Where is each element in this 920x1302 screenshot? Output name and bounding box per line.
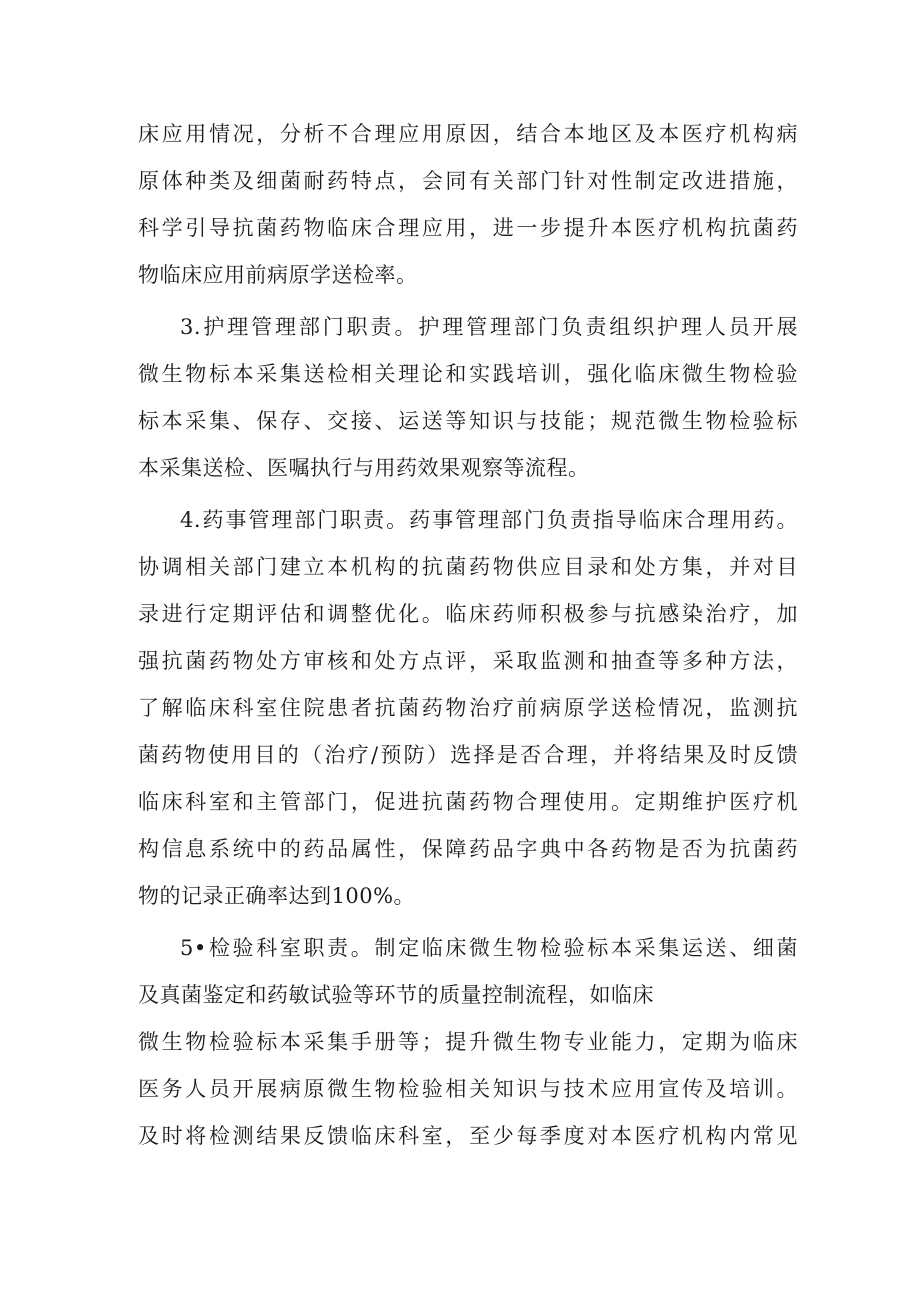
paragraph-heading-laboratory: 5•检验科室职责。制定临床微生物检验标本采集运送、细菌 <box>180 936 798 960</box>
text-line: 及真菌鉴定和药敏试验等环节的质量控制流程，如临床 <box>138 983 654 1007</box>
text-line: 微生物检验标本采集手册等；提升微生物专业能力，定期为临床 <box>138 1030 798 1054</box>
text-line: 床应用情况，分析不合理应用原因，结合本地区及本医疗机构病 <box>138 122 798 146</box>
text-line: 物的记录正确率达到100%。 <box>138 884 416 908</box>
text-line: 科学引导抗菌药物临床合理应用，进一步提升本医疗机构抗菌药 <box>138 216 798 240</box>
text-line: 构信息系统中的药品属性，保障药品字典中各药物是否为抗菌药 <box>138 837 798 861</box>
text-line: 录进行定期评估和调整优化。临床药师积极参与抗感染治疗，加 <box>138 602 798 626</box>
text-line: 及时将检测结果反馈临床科室，至少每季度对本医疗机构内常见 <box>138 1124 798 1148</box>
text-line: 协调相关部门建立本机构的抗菌药物供应目录和处方集，并对目 <box>138 555 798 579</box>
text-line: 临床科室和主管部门，促进抗菌药物合理使用。定期维护医疗机 <box>138 790 798 814</box>
text-line: 本采集送检、医嘱执行与用药效果观察等流程。 <box>138 456 590 480</box>
text-line: 标本采集、保存、交接、运送等知识与技能；规范微生物检验标 <box>138 409 798 433</box>
text-line: 原体种类及细菌耐药特点，会同有关部门针对性制定改进措施， <box>138 169 798 193</box>
text-line: 医务人员开展病原微生物检验相关知识与技术应用宣传及培训。 <box>138 1077 798 1101</box>
text-line: 了解临床科室住院患者抗菌药物治疗前病原学送检情况，监测抗 <box>138 696 798 720</box>
text-line: 微生物标本采集送检相关理论和实践培训，强化临床微生物检验 <box>138 362 798 386</box>
text-line: 强抗菌药物处方审核和处方点评，采取监测和抽查等多种方法， <box>138 649 798 673</box>
text-line: 物临床应用前病原学送检率。 <box>138 263 418 287</box>
paragraph-heading-pharmacy: 4.药事管理部门职责。药事管理部门负责指导临床合理用药。 <box>180 508 798 532</box>
paragraph-heading-nursing: 3.护理管理部门职责。护理管理部门负责组织护理人员开展 <box>180 315 798 339</box>
text-line: 菌药物使用目的（治疗/预防）选择是否合理，并将结果及时反馈 <box>138 743 798 767</box>
